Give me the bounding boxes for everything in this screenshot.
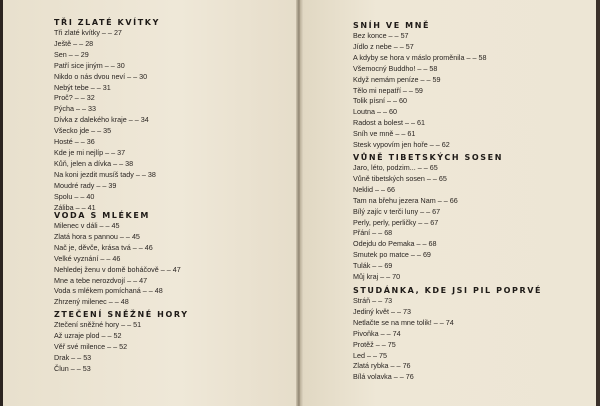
entry-page-number: 69: [384, 261, 393, 271]
toc-entry: [54, 72, 160, 83]
toc-entry: [54, 93, 160, 104]
toc-entry: [54, 286, 181, 297]
toc-entry: [353, 174, 503, 185]
toc-entry: [353, 272, 503, 283]
toc-entry: [353, 296, 542, 307]
toc-entry: [54, 265, 181, 276]
entry-page-number: 39: [108, 180, 117, 190]
entry-page-number: 51: [133, 320, 142, 329]
toc-entry: [54, 28, 160, 39]
toc-entry: [353, 228, 503, 239]
toc-section: [353, 20, 486, 151]
entry-page-number: 38: [147, 169, 156, 179]
toc-entry: [353, 196, 503, 207]
entry-title: Vůně tibetských sosen – –: [353, 174, 439, 183]
entry-page-number: 45: [131, 231, 140, 241]
entry-title: Bez konce – –: [353, 31, 401, 40]
toc-entry: [54, 104, 160, 115]
toc-entry: [54, 254, 181, 265]
toc-entry: [54, 148, 160, 159]
toc-entry: [353, 239, 503, 250]
entry-page-number: 48: [120, 297, 129, 307]
toc-entry: [54, 61, 160, 72]
entry-page-number: 38: [125, 158, 134, 168]
section-heading: VŮNĚ TIBETSKÝCH SOSEN: [353, 153, 503, 162]
entry-page-number: 29: [80, 49, 89, 59]
entry-title: Pivoňka – –: [353, 329, 393, 338]
entry-page-number: 36: [86, 137, 95, 147]
toc-section: [353, 152, 503, 283]
toc-entry: [54, 232, 181, 243]
toc-section: [353, 285, 542, 383]
section-heading: STUDÁNKA, KDE JSI PIL POPRVÉ: [353, 286, 543, 295]
entry-title: Ztečení sněžné hory – –: [54, 320, 133, 329]
toc-entry: [54, 170, 160, 181]
entry-page-number: 60: [398, 96, 407, 106]
entry-page-number: 75: [387, 339, 396, 349]
entry-page-number: 47: [172, 264, 181, 274]
entry-title: Zhrzený milenec – –: [54, 297, 121, 306]
toc-entry: [54, 243, 181, 254]
toc-entry: [353, 307, 542, 318]
toc-entry: [54, 320, 189, 331]
toc-entry: [54, 276, 181, 287]
section-heading: VODA S MLÉKEM: [54, 211, 150, 220]
entry-title: Protěž – –: [353, 340, 388, 349]
entry-title: Drak – –: [54, 353, 83, 362]
entry-page-number: 47: [139, 275, 148, 285]
entry-title: Člun – –: [54, 364, 83, 373]
entry-page-number: 75: [379, 350, 387, 360]
entry-page-number: 52: [113, 330, 122, 340]
entry-title: Spolu – –: [54, 192, 86, 201]
entry-page-number: 46: [112, 253, 121, 263]
entry-page-number: 28: [85, 38, 94, 48]
entry-title: Všecko jde – –: [54, 126, 103, 135]
toc-entry: [54, 342, 189, 353]
toc-entry: [353, 207, 503, 218]
toc-entry: [353, 351, 542, 362]
entry-title: Moudré rady – –: [54, 181, 108, 190]
entry-page-number: 68: [384, 228, 393, 238]
entry-page-number: 74: [392, 328, 401, 338]
entry-page-number: 62: [441, 140, 450, 150]
entry-title: Tulák – –: [353, 261, 384, 270]
toc-entry: [54, 331, 189, 342]
toc-entry: [54, 50, 160, 61]
toc-entry: [353, 64, 486, 75]
entry-page-number: 33: [87, 104, 96, 114]
entry-title: Všemocný Buddho! – –: [353, 64, 429, 73]
entry-page-number: 37: [117, 147, 126, 157]
entry-title: Ještě – –: [54, 39, 85, 48]
entry-title: Nebýt tebe – –: [54, 83, 103, 92]
toc-entry: [54, 126, 160, 137]
entry-page-number: 34: [140, 115, 149, 125]
toc-entry: [353, 118, 486, 129]
toc-entry: [54, 39, 160, 50]
entry-page-number: 68: [428, 239, 437, 249]
toc-entry: [353, 140, 486, 151]
entry-page-number: 27: [113, 28, 122, 37]
toc-entry: [353, 329, 542, 340]
entry-title: Přání – –: [353, 228, 384, 237]
page-edge: [596, 0, 600, 406]
entry-page-number: 41: [87, 202, 96, 212]
entry-page-number: 58: [478, 52, 487, 62]
entry-page-number: 35: [103, 126, 112, 136]
entry-title: Kůň, jelen a dívka – –: [54, 159, 125, 168]
toc-entry: [54, 159, 160, 170]
toc-section: [54, 210, 181, 308]
entry-title: Hosté – –: [54, 137, 87, 146]
entry-title: Radost a bolest – –: [353, 118, 417, 127]
entry-page-number: 53: [83, 352, 92, 362]
entry-title: Velké vyznání – –: [54, 254, 112, 263]
entry-page-number: 61: [407, 129, 416, 139]
entry-page-number: 45: [111, 221, 120, 230]
entry-title: Nikdo o nás dvou neví – –: [54, 72, 139, 81]
toc-entry: [54, 297, 181, 308]
entry-title: Tři zlaté kvítky – –: [54, 28, 114, 37]
entry-title: Sníh ve mně – –: [353, 129, 407, 138]
toc-entry: [353, 96, 486, 107]
toc-list: [54, 28, 160, 213]
toc-entry: [353, 86, 486, 97]
entry-title: Patří sice jiným – –: [54, 61, 117, 70]
entry-page-number: 32: [86, 93, 95, 103]
entry-title: Loutna – –: [353, 107, 389, 116]
entry-title: Proč? – –: [54, 93, 87, 102]
section-heading: SNÍH VE MNĚ: [353, 21, 431, 30]
toc-entry: [353, 340, 542, 351]
entry-title: Sen – –: [54, 50, 81, 59]
toc-entry: [353, 42, 486, 53]
section-heading: TŘI ZLATÉ KVÍTKY: [54, 18, 160, 27]
toc-entry: [54, 83, 160, 94]
entry-title: Zlatá rybka – –: [353, 361, 403, 370]
entry-page-number: 73: [402, 306, 411, 316]
toc-list: [353, 31, 486, 151]
entry-title: Jídlo z nebe – –: [353, 42, 406, 51]
entry-title: Dívka z dalekého kraje – –: [54, 115, 141, 124]
entry-page-number: 60: [388, 107, 397, 117]
entry-page-number: 30: [116, 60, 125, 70]
entry-title: Tělo mi nepatří – –: [353, 86, 415, 95]
toc-entry: [353, 129, 486, 140]
entry-page-number: 59: [414, 85, 423, 95]
toc-entry: [353, 75, 486, 86]
toc-entry: [353, 185, 503, 196]
toc-list: [353, 163, 503, 283]
entry-title: Věř své milence – –: [54, 342, 119, 351]
toc-list: [353, 296, 542, 383]
toc-entry: [54, 181, 160, 192]
entry-title: Netlačte se na mne tolik! – –: [353, 318, 446, 327]
entry-page-number: 67: [430, 217, 439, 227]
toc-list: [54, 221, 181, 308]
entry-title: Můj kraj – –: [353, 272, 392, 281]
toc-entry: [353, 218, 503, 229]
entry-page-number: 57: [400, 31, 409, 40]
entry-title: Led – –: [353, 351, 379, 360]
entry-title: Zlatá hora s pannou – –: [54, 232, 132, 241]
entry-page-number: 58: [429, 63, 438, 73]
entry-title: Odejdu do Pemaka – –: [353, 239, 429, 248]
section-heading: ZTEČENÍ SNĚŽNÉ HORY: [54, 310, 189, 319]
entry-page-number: 53: [82, 363, 91, 373]
entry-title: Neklid – –: [353, 185, 387, 194]
toc-entry: [353, 163, 503, 174]
entry-title: Mne a tebe nerozdvojí – –: [54, 276, 139, 285]
toc-section: [54, 17, 160, 213]
toc-section: [54, 309, 189, 375]
entry-title: Pýcha – –: [54, 104, 88, 113]
entry-page-number: 67: [432, 206, 441, 216]
entry-page-number: 65: [429, 163, 438, 172]
entry-title: A kdyby se hora v máslo proměnila – –: [353, 53, 478, 62]
entry-title: Bílý zajíc v terči luny – –: [353, 207, 432, 216]
toc-entry: [54, 192, 160, 203]
entry-page-number: 76: [405, 372, 414, 382]
toc-entry: [54, 364, 189, 375]
entry-title: Na koni jezdit musíš tady – –: [54, 170, 148, 179]
entry-page-number: 65: [438, 173, 447, 183]
entry-page-number: 69: [422, 250, 431, 260]
toc-entry: [54, 115, 160, 126]
toc-entry: [353, 107, 486, 118]
entry-title: Jediný květ – –: [353, 307, 403, 316]
entry-page-number: 57: [405, 41, 414, 51]
entry-title: Stráň – –: [353, 296, 384, 305]
entry-title: Nač je, děvče, krása tvá – –: [54, 243, 145, 252]
book-gutter: [296, 0, 303, 406]
toc-entry: [353, 53, 486, 64]
entry-page-number: 52: [119, 341, 128, 351]
toc-entry: [353, 318, 542, 329]
entry-title: Jaro, léto, podzim... – –: [353, 163, 430, 172]
entry-page-number: 70: [392, 272, 401, 282]
entry-page-number: 61: [416, 118, 425, 128]
entry-title: Milenec v dáli – –: [54, 221, 112, 230]
entry-title: Když nemám peníze – –: [353, 75, 433, 84]
entry-title: Smutek po matce – –: [353, 250, 423, 259]
entry-page-number: 30: [139, 71, 148, 81]
entry-page-number: 31: [102, 82, 111, 92]
toc-entry: [353, 261, 503, 272]
entry-title: Tolik písní – –: [353, 96, 399, 105]
toc-entry: [54, 353, 189, 364]
toc-list: [54, 320, 189, 375]
entry-title: Až uzraje plod – –: [54, 331, 114, 340]
entry-title: Stesk vypovím jen hoře – –: [353, 140, 442, 149]
entry-title: Voda s mlékem pomíchaná – –: [54, 286, 155, 295]
entry-page-number: 66: [386, 184, 395, 194]
entry-page-number: 40: [86, 191, 95, 201]
toc-entry: [353, 250, 503, 261]
entry-page-number: 73: [384, 296, 393, 305]
entry-title: Záliba – –: [54, 203, 88, 212]
entry-title: Kde je mi nejlíp – –: [54, 148, 117, 157]
entry-title: Nehledej ženu v domě boháčově – –: [54, 265, 173, 274]
toc-entry: [353, 31, 486, 42]
entry-page-number: 48: [154, 286, 163, 296]
entry-page-number: 74: [445, 317, 454, 327]
entry-page-number: 66: [449, 195, 458, 205]
entry-page-number: 46: [144, 242, 153, 252]
toc-entry: [353, 372, 542, 383]
entry-title: Bílá volavka – –: [353, 372, 406, 381]
toc-entry: [54, 221, 181, 232]
entry-page-number: 59: [432, 74, 441, 84]
entry-title: Tam na břehu jezera Nam – –: [353, 196, 450, 205]
entry-page-number: 76: [402, 361, 411, 371]
entry-title: Perly, perly, perličky – –: [353, 218, 430, 227]
toc-entry: [353, 361, 542, 372]
toc-entry: [54, 137, 160, 148]
